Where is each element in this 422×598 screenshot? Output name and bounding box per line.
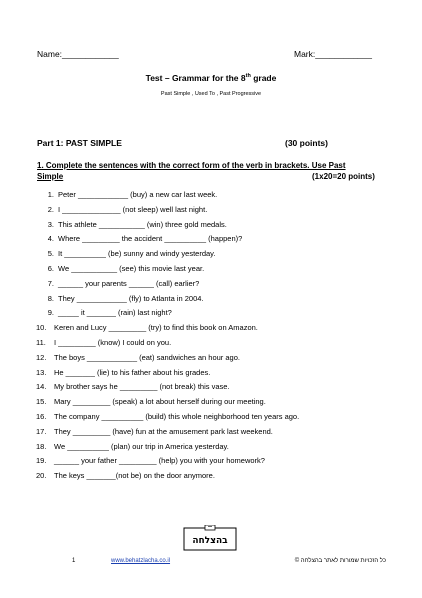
part-heading: Part 1: PAST SIMPLE [37,138,122,148]
item-number: 17. [36,426,47,436]
page-number: 1 [72,558,76,564]
exercise-item [36,395,400,410]
test-subtitle: Past Simple , Used To , Past Progressive [160,91,262,97]
exercise-item [36,440,400,455]
exercise-item [40,292,400,307]
item-number: 1. [47,190,54,199]
exercise-item [36,380,400,395]
item-number: 7. [47,278,54,288]
part-points: (30 points) [285,138,328,148]
copyright-notice: כל הזכויות שמורות לאתר בהצלחה © [294,558,386,564]
item-sentence: _____ it _______ (rain) last night? [58,308,172,318]
item-sentence: Keren and Lucy _________ (try) to find this book on Amazon. [54,323,258,333]
item-sentence: They ____________ (fly) to Atlanta in 2004. [58,293,204,303]
item-sentence: ______ your father _________ (help) you with your homework? [54,456,265,466]
title-ordinal: th [245,73,251,80]
exercise-item [40,262,400,277]
exercise-item [36,351,400,366]
exercise-item [36,410,400,425]
exercise-item [36,469,400,484]
name-field-label: Name:____________ [37,49,119,59]
exercise-item [40,218,400,233]
exercise-item [36,454,400,469]
item-sentence: The company __________ (build) this whole neighborhood ten years ago. [54,411,300,421]
item-sentence: I ______________ (not sleep) well last night. [58,204,208,214]
item-number: 8. [47,293,54,303]
exercise-list [36,188,400,484]
item-number: 4. [47,234,54,244]
item-number: 13. [36,367,47,377]
item-sentence: I _________ (know) I could on you. [54,337,172,347]
instruction-points: (1x20=20 points) [312,172,375,181]
exercise-item [36,321,400,336]
logo-text: בהצלחה [192,536,228,546]
instruction-line-2: Simple [37,172,64,181]
website-link[interactable]: www.behatzlacha.co.il [111,558,171,564]
exercise-item [40,232,400,247]
exercise-item [36,336,400,351]
exercise-item [36,425,400,440]
item-number: 14. [36,382,47,392]
instruction-line-1: 1. Complete the sentences with the correct form of the verb in brackets. Use Past [37,161,346,170]
item-sentence: Peter ____________ (buy) a new car last week. [58,190,218,199]
item-number: 3. [47,219,54,229]
item-sentence: We ___________ (see) this movie last year. [58,263,205,273]
title-main: Test – Grammar for the 8 [145,73,246,83]
exercise-item [40,247,400,262]
exercise-item [40,188,400,203]
title-tail: grade [250,73,277,83]
item-number: 2. [47,204,54,214]
item-sentence: We __________ (plan) our trip in America yesterday. [54,441,229,451]
item-number: 6. [47,263,54,273]
item-number: 18. [36,441,47,451]
item-sentence: They _________ (have) fun at the amusement park last weekend. [54,426,273,436]
item-number: 16. [36,411,47,421]
item-sentence: Mary _________ (speak) a lot about herself during our meeting. [54,397,266,407]
test-title [0,73,422,83]
mark-field-label: Mark:____________ [294,49,372,59]
item-number: 12. [36,352,47,362]
exercise-item [36,366,400,381]
exercise-item [40,277,400,292]
item-sentence: My brother says he _________ (not break) this vase. [54,382,230,392]
item-sentence: The keys _______(not be) on the door anymore. [54,471,215,481]
item-number: 15. [36,397,47,407]
item-number: 20. [36,471,47,481]
item-number: 11. [36,337,46,347]
exercise-item [40,306,400,321]
item-sentence: It __________ (be) sunny and windy yesterday. [58,249,216,259]
item-sentence: The boys ____________ (eat) sandwiches an hour ago. [54,352,240,362]
item-sentence: Where _________ the accident __________ (happen)? [58,234,243,244]
item-sentence: This athlete ___________ (win) three gold medals. [58,219,227,229]
item-number: 10. [36,323,47,333]
item-number: 9. [47,308,54,318]
item-number: 5. [47,249,54,259]
item-number: 19. [36,456,47,466]
exercise-item [40,203,400,218]
item-sentence: He _______ (lie) to his father about his grades. [54,367,211,377]
behatzlacha-logo [183,525,237,553]
item-sentence: ______ your parents ______ (call) earlier? [58,278,200,288]
